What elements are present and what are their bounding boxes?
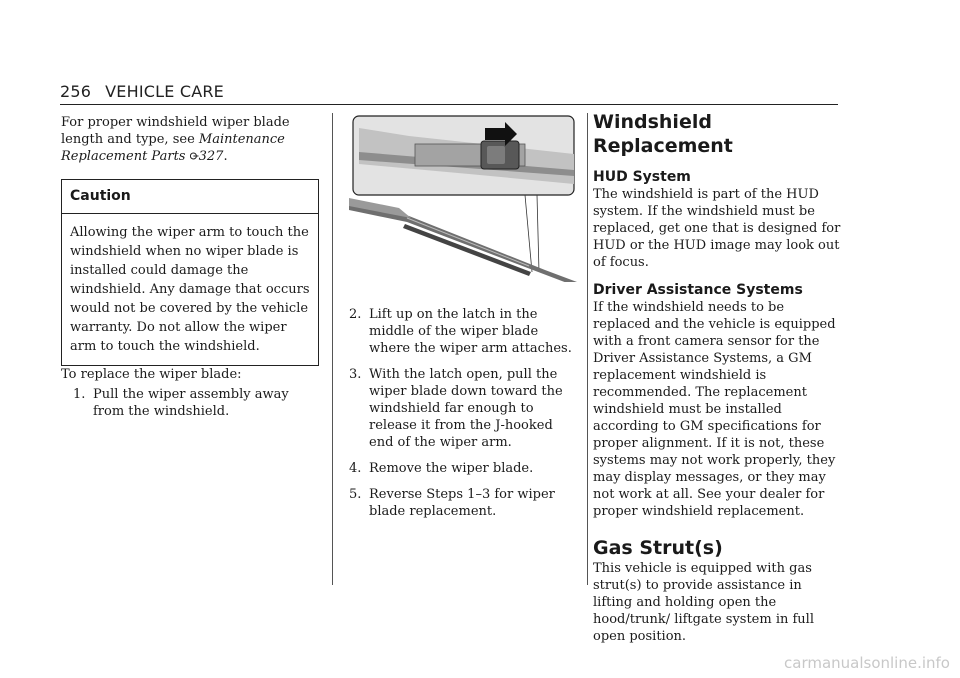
step-number: 1. — [73, 387, 86, 402]
page-ref-number[interactable]: 327 — [198, 149, 224, 164]
list-item — [73, 386, 323, 420]
intro-text: For proper windshield wiper blade length and type, see — [61, 115, 290, 147]
page-header — [60, 82, 224, 101]
list-item — [349, 486, 581, 520]
page-number: 256 — [60, 82, 92, 101]
list-item — [349, 460, 581, 477]
header-rule — [60, 104, 838, 105]
step-text: Pull the wiper assembly away from the windshield. — [93, 387, 289, 419]
column-divider-1 — [332, 113, 333, 585]
step-number: 2. — [349, 307, 362, 322]
steps-list-left — [61, 386, 323, 420]
step-number: 3. — [349, 367, 362, 382]
step-text: With the latch open, pull the wiper blade down toward the windshield far enough to release it from the J-hooked end of the wiper arm. — [369, 367, 563, 450]
maintenance-parts-link[interactable]: Maintenance Replacement Parts — [61, 132, 285, 164]
subheading-driver-assistance: Driver Assistance Systems — [593, 282, 803, 298]
wiper-latch-illustration — [349, 114, 581, 282]
section-title: VEHICLE CARE — [105, 82, 224, 101]
driver-assistance-paragraph: If the windshield needs to be replaced and the vehicle is equipped with a front camera sensor for the Driver Assistance Systems, a GM replacement windshield is recommended. The replacement windshield must be installed according to GM specifications for proper alignment. If it is not, these systems may not work properly, they may display messages, or they may not work at all. See your dealer for proper windshield replacement. — [593, 300, 836, 519]
step-text: Lift up on the latch in the middle of the wiper blade where the wiper arm attaches. — [369, 307, 572, 356]
step-text: Reverse Steps 1–3 for wiper blade replacement. — [369, 487, 555, 519]
caution-text: Allowing the wiper arm to touch the windshield when no wiper blade is installed could damage the windshield. Any damage that occurs would not be covered by the vehicle warranty. Do not allow the wiper arm to touch the windshield. — [70, 225, 310, 354]
step-text: Remove the wiper blade. — [369, 461, 534, 476]
watermark: carmanualsonline.info — [784, 654, 950, 672]
gas-struts-paragraph: This vehicle is equipped with gas strut(s) to provide assistance in lifting and holding open the hood/trunk/ liftgate system in full open position. — [593, 561, 814, 644]
column-divider-2 — [587, 113, 588, 585]
list-item — [349, 306, 581, 357]
subheading-hud-system: HUD System — [593, 169, 691, 185]
caution-title: Caution — [62, 180, 318, 214]
intro-period: . — [223, 149, 228, 164]
heading-gas-struts: Gas Strut(s) — [593, 537, 723, 559]
page-ref-icon — [190, 149, 199, 164]
caution-box — [61, 179, 319, 366]
column-middle — [349, 114, 581, 529]
list-item — [349, 366, 581, 451]
heading-windshield-replacement: Windshield Replacement — [593, 111, 733, 157]
hud-paragraph: The windshield is part of the HUD system. If the windshield must be replaced, get one that is designed for HUD or the HUD image may look out of focus. — [593, 187, 841, 270]
step-number: 5. — [349, 487, 362, 502]
column-right — [593, 111, 841, 645]
column-left — [61, 114, 323, 420]
replace-intro: To replace the wiper blade: — [61, 367, 242, 382]
step-number: 4. — [349, 461, 362, 476]
intro-paragraph — [61, 114, 323, 165]
steps-list-middle — [349, 306, 581, 520]
